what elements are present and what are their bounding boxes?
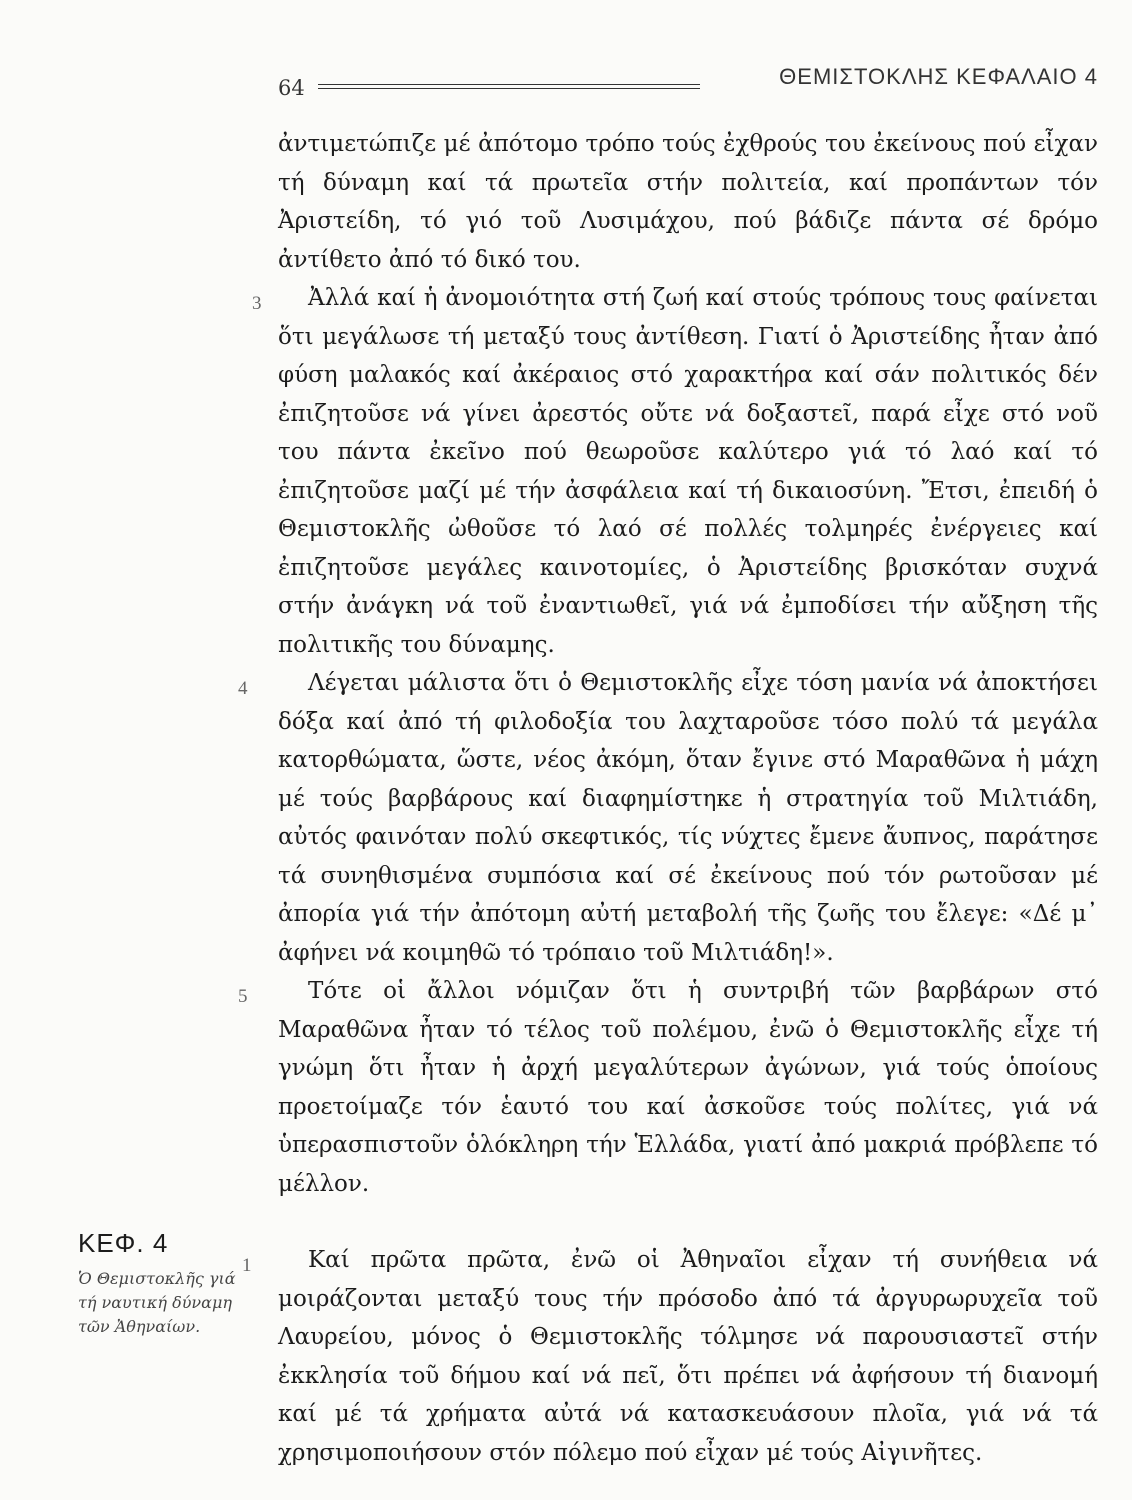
- paragraph-continuation: ἀντιμετώπιζε μέ ἀπότομο τρόπο τούς ἐχθρούς του ἐκείνους πού εἶχαν τή δύναμη καί τά πρωτεῖα στήν πολιτεία, καί προπάντων τόν Ἀριστείδη, τό γιό τοῦ Λυσιμάχου, πού βάδιζε πάντα σέ δρόμο ἀντίθετο ἀπό τό δικό του.: [278, 131, 1098, 273]
- paragraph-number: 1: [242, 1255, 252, 1276]
- paragraph-number: 3: [252, 293, 262, 314]
- chapter-sidebar: [78, 1228, 258, 1339]
- paragraph-3: Ἀλλά καί ἡ ἀνομοιότητα στή ζωή καί στούς τρόπους τους φαίνεται ὅτι μεγάλωσε τή μεταξύ τους ἀντίθεση. Γιατί ὁ Ἀριστείδης ἦταν ἀπό φύση μαλακός καί ἀκέραιος στό χαρακτήρα καί σάν πολιτικός δέν ἐπιζητοῦσε νά γίνει ἀρεστός οὔτε νά δοξαστεῖ, παρά εἶχε στό νοῦ του πάντα ἐκεῖνο πού θεωροῦσε καλύτερο γιά τό λαό καί τό ἐπιζητοῦσε μαζί μέ τήν ἀσφάλεια καί τή δικαιοσύνη. Ἔτσι, ἐπειδή ὁ Θεμιστοκλῆς ὠθοῦσε τό λαό σέ πολλές τολμηρές ἐνέργειες καί ἐπιζητοῦσε μεγάλες καινοτομίες, ὁ Ἀριστείδης βρισκόταν συχνά στήν ἀνάγκη νά τοῦ ἐναντιωθεῖ, γιά νά ἐμποδίσει τήν αὔξηση τῆς πολιτικῆς του δύναμης.: [278, 285, 1098, 658]
- paragraph-1: Καί πρῶτα πρῶτα, ἐνῶ οἱ Ἀθηναῖοι εἶχαν τή συνήθεια νά μοιράζονται μεταξύ τους τήν πρόσοδο ἀπό τά ἀργυρωρυχεῖα τοῦ Λαυρείου, μόνος ὁ Θεμιστοκλῆς τόλμησε νά παρουσιαστεῖ στήν ἐκκλησία τοῦ δήμου καί νά πεῖ, ὅτι πρέπει νά ἀφήσουν τή διανομή καί μέ τά χρήματα αὐτά νά κατασκευάσουν πλοῖα, γιά νά τά χρησιμοποιήσουν στόν πόλεμο πού εἶχαν μέ τούς Αἰγινῆτες.: [278, 1247, 1098, 1466]
- section-gap: [278, 1203, 1098, 1241]
- page-number: 64: [278, 76, 305, 100]
- page-header: [278, 62, 1098, 100]
- paragraph-5: Τότε οἱ ἄλλοι νόμιζαν ὅτι ἡ συντριβή τῶν βαρβάρων στό Μαραθῶνα ἦταν τό τέλος τοῦ πολέμου, ἐνῶ ὁ Θεμιστοκλῆς εἶχε τή γνώμη ὅτι ἦταν ἡ ἀρχή μεγαλύτερων ἀγώνων, γιά τούς ὁποίους προετοίμαζε τόν ἑαυτό του καί ἀσκοῦσε τούς πολίτες, γιά νά ὑπερασπιστοῦν ὁλόκληρη τήν Ἑλλάδα, γιατί ἀπό μακριά πρόβλεπε τό μέλλον.: [278, 978, 1098, 1197]
- running-head: ΘΕΜΙΣΤΟΚΛΗΣ ΚΕΦΑΛΑΙΟ 4: [779, 64, 1098, 89]
- chapter-description: Ὁ Θεμιστοκλῆς γιά τή ναυτική δύναμη τῶν Ἀθηναίων.: [78, 1269, 236, 1336]
- chapter-label: ΚΕΦ. 4: [78, 1228, 169, 1258]
- paragraph-number: 5: [238, 986, 248, 1007]
- paragraph-number: 4: [238, 678, 248, 699]
- paragraph-4: Λέγεται μάλιστα ὅτι ὁ Θεμιστοκλῆς εἶχε τόση μανία νά ἀποκτήσει δόξα καί ἀπό τή φιλοδοξία του λαχταροῦσε τόσο πολύ τά μεγάλα κατορθώματα, ὥστε, νέος ἀκόμη, ὅταν ἔγινε στό Μαραθῶνα ἡ μάχη μέ τούς βαρβάρους καί διαφημίστηκε ἡ στρατηγία τοῦ Μιλτιάδη, αὐτός φαινόταν πολύ σκεφτικός, τίς νύχτες ἔμενε ἄυπνος, παράτησε τά συνηθισμένα συμπόσια καί σέ ἐκείνους πού τόν ρωτοῦσαν μέ ἀπορία γιά τήν ἀπότομη αὐτή μεταβολή τῆς ζωῆς του ἔλεγε: «Δέ μ᾽ ἀφήνει νά κοιμηθῶ τό τρόπαιο τοῦ Μιλτιάδη!».: [278, 670, 1098, 966]
- main-text: [238, 125, 1098, 1472]
- header-rule: [318, 84, 700, 89]
